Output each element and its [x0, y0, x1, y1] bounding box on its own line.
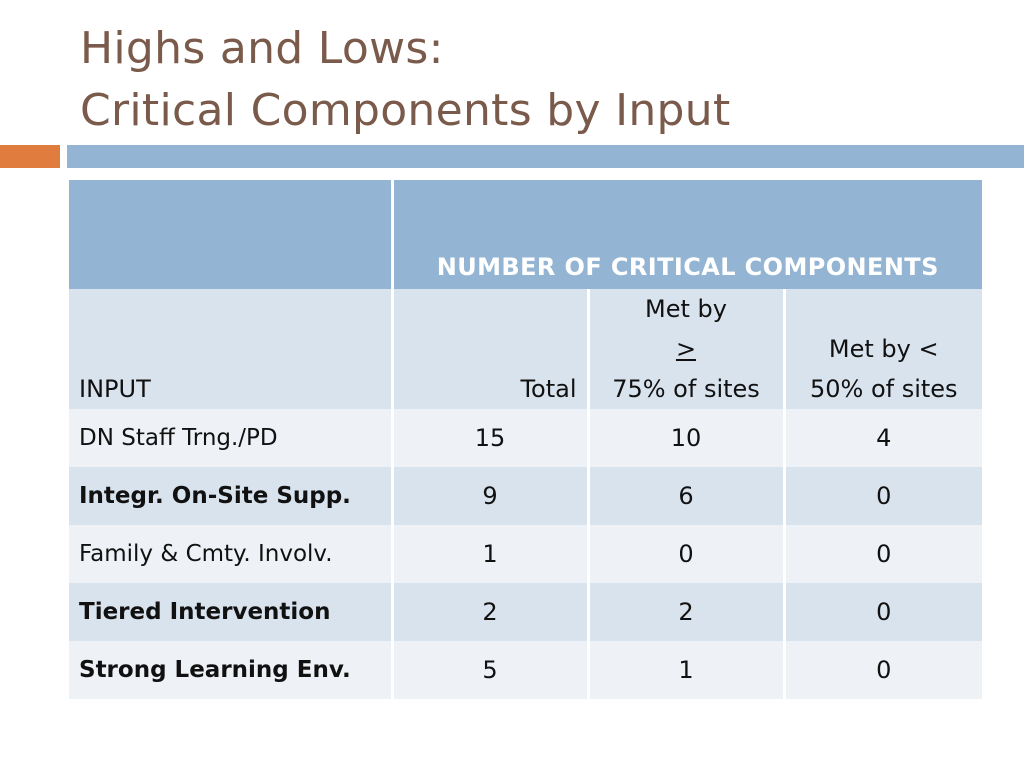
column-header-met-50-line-1: Met by < — [828, 335, 939, 363]
table-column-header-row — [69, 289, 982, 409]
table-row — [69, 467, 982, 525]
super-header-cell: NUMBER OF CRITICAL COMPONENTS — [392, 180, 982, 289]
row-met-75-value: 1 — [588, 641, 784, 699]
critical-components-table — [69, 180, 982, 699]
column-header-input: INPUT — [69, 289, 392, 409]
slide-title — [80, 18, 731, 142]
slide-title-line-1: Highs and Lows: — [80, 23, 444, 74]
accent-bar-orange — [0, 145, 60, 168]
row-total-value: 15 — [392, 409, 588, 467]
row-met-50-value: 0 — [784, 641, 982, 699]
greater-equal-symbol: > — [675, 335, 697, 363]
row-input-label: Integr. On-Site Supp. — [69, 467, 392, 525]
row-met-75-value: 10 — [588, 409, 784, 467]
table-row — [69, 525, 982, 583]
column-header-met-75 — [588, 289, 784, 409]
row-total-value: 1 — [392, 525, 588, 583]
row-total-value: 5 — [392, 641, 588, 699]
accent-bar-blue — [67, 145, 1024, 168]
table-row — [69, 583, 982, 641]
column-header-total: Total — [392, 289, 588, 409]
row-total-value: 9 — [392, 467, 588, 525]
row-input-label: Strong Learning Env. — [69, 641, 392, 699]
row-met-75-value: 0 — [588, 525, 784, 583]
table-row — [69, 409, 982, 467]
row-met-50-value: 0 — [784, 467, 982, 525]
empty-header-cell — [69, 180, 392, 289]
row-total-value: 2 — [392, 583, 588, 641]
table-row — [69, 641, 982, 699]
column-header-met-50-line-2: 50% of sites — [809, 375, 958, 403]
table-super-header-row — [69, 180, 982, 289]
column-header-met-75-line-1 — [590, 289, 783, 369]
column-header-met-50 — [784, 289, 982, 409]
slide-title-line-2: Critical Components by Input — [80, 85, 731, 136]
row-met-50-value: 4 — [784, 409, 982, 467]
row-input-label: Tiered Intervention — [69, 583, 392, 641]
row-input-label: Family & Cmty. Involv. — [69, 525, 392, 583]
column-header-met-75-line-2: 75% of sites — [612, 375, 760, 403]
row-met-50-value: 0 — [784, 583, 982, 641]
column-header-met-75-text: Met by — [645, 295, 727, 323]
row-met-75-value: 6 — [588, 467, 784, 525]
row-met-50-value: 0 — [784, 525, 982, 583]
row-met-75-value: 2 — [588, 583, 784, 641]
row-input-label: DN Staff Trng./PD — [69, 409, 392, 467]
